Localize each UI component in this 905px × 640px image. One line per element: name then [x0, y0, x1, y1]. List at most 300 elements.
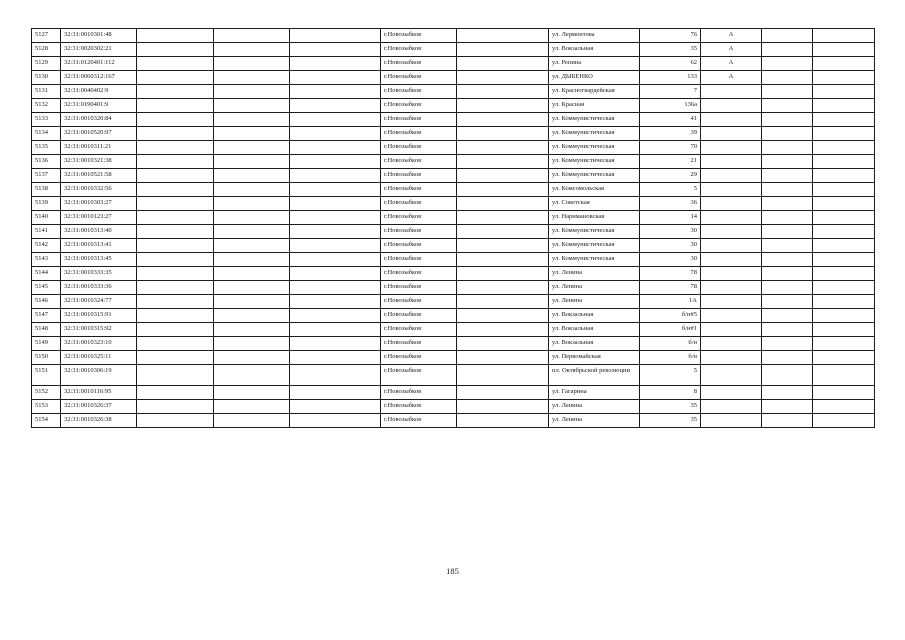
street-cell: ул. Ленина [549, 400, 640, 414]
empty-cell [813, 169, 875, 183]
cadastral-number-cell: 32:31:0010116:95 [61, 386, 137, 400]
table-row [32, 57, 875, 71]
empty-cell [457, 414, 549, 428]
row-number-cell: 5136 [32, 155, 61, 169]
empty-cell [813, 197, 875, 211]
empty-cell [290, 239, 381, 253]
street-cell: ул. Наримановская [549, 211, 640, 225]
empty-cell [762, 400, 813, 414]
cadastral-number-cell: 32:31:0010324:77 [61, 295, 137, 309]
street-cell: ул. Ленина [549, 295, 640, 309]
row-number-cell: 5127 [32, 29, 61, 43]
empty-cell [457, 169, 549, 183]
letter-cell [701, 281, 762, 295]
empty-cell [813, 309, 875, 323]
empty-cell [457, 225, 549, 239]
letter-cell [701, 155, 762, 169]
empty-cell [813, 155, 875, 169]
street-cell: ул. Советская [549, 197, 640, 211]
empty-cell [137, 400, 214, 414]
house-number-cell: 62 [640, 57, 701, 71]
empty-cell [137, 43, 214, 57]
street-cell: ул. Вокзальная [549, 309, 640, 323]
empty-cell [813, 281, 875, 295]
city-cell: г.Новозыбков [381, 281, 457, 295]
empty-cell [214, 295, 290, 309]
letter-cell [701, 169, 762, 183]
empty-cell [813, 183, 875, 197]
cadastral-number-cell: 32:31:0010313:40 [61, 225, 137, 239]
city-cell: г.Новозыбков [381, 386, 457, 400]
city-cell: г.Новозыбков [381, 267, 457, 281]
empty-cell [137, 253, 214, 267]
house-number-cell: б/н#5 [640, 309, 701, 323]
table-row [32, 211, 875, 225]
empty-cell [762, 351, 813, 365]
table-row [32, 295, 875, 309]
row-number-cell: 5132 [32, 99, 61, 113]
city-cell: г.Новозыбков [381, 113, 457, 127]
empty-cell [813, 386, 875, 400]
letter-cell [701, 141, 762, 155]
empty-cell [762, 225, 813, 239]
registry-table [31, 28, 875, 428]
empty-cell [813, 295, 875, 309]
empty-cell [290, 323, 381, 337]
letter-cell [701, 414, 762, 428]
city-cell: г.Новозыбков [381, 351, 457, 365]
table-row [32, 85, 875, 99]
empty-cell [214, 141, 290, 155]
house-number-cell: 35 [640, 400, 701, 414]
table-row [32, 43, 875, 57]
empty-cell [290, 113, 381, 127]
empty-cell [813, 267, 875, 281]
empty-cell [762, 127, 813, 141]
empty-cell [214, 400, 290, 414]
street-cell: ул. Первомайская [549, 351, 640, 365]
empty-cell [290, 253, 381, 267]
empty-cell [137, 414, 214, 428]
cadastral-number-cell: 32:31:0010521:58 [61, 169, 137, 183]
letter-cell [701, 99, 762, 113]
letter-cell [701, 323, 762, 337]
empty-cell [214, 127, 290, 141]
empty-cell [457, 323, 549, 337]
empty-cell [290, 309, 381, 323]
empty-cell [290, 141, 381, 155]
empty-cell [137, 141, 214, 155]
empty-cell [137, 29, 214, 43]
cadastral-number-cell: 32:31:0010301:48 [61, 29, 137, 43]
street-cell: ул. Гагарина [549, 386, 640, 400]
table-row [32, 253, 875, 267]
empty-cell [290, 351, 381, 365]
city-cell: г.Новозыбков [381, 43, 457, 57]
empty-cell [137, 323, 214, 337]
street-cell: ул. ДЫБЕНКО [549, 71, 640, 85]
letter-cell: А [701, 29, 762, 43]
table-row [32, 29, 875, 43]
table-row [32, 169, 875, 183]
empty-cell [137, 309, 214, 323]
table-row [32, 365, 875, 386]
empty-cell [214, 337, 290, 351]
city-cell: г.Новозыбков [381, 155, 457, 169]
cadastral-number-cell: 32:31:0010303:27 [61, 197, 137, 211]
cadastral-number-cell: 32:31:0010325:11 [61, 351, 137, 365]
empty-cell [137, 365, 214, 386]
city-cell: г.Новозыбков [381, 127, 457, 141]
table-row [32, 337, 875, 351]
empty-cell [813, 57, 875, 71]
house-number-cell: б/н [640, 351, 701, 365]
cadastral-number-cell: 32:31:0040402:9 [61, 85, 137, 99]
cadastral-number-cell: 32:31:0010326:38 [61, 414, 137, 428]
empty-cell [762, 253, 813, 267]
table-row [32, 99, 875, 113]
empty-cell [813, 71, 875, 85]
empty-cell [290, 127, 381, 141]
empty-cell [214, 113, 290, 127]
row-number-cell: 5151 [32, 365, 61, 386]
empty-cell [813, 400, 875, 414]
letter-cell [701, 267, 762, 281]
row-number-cell: 5154 [32, 414, 61, 428]
house-number-cell: 41 [640, 113, 701, 127]
letter-cell: А [701, 57, 762, 71]
letter-cell [701, 337, 762, 351]
empty-cell [813, 113, 875, 127]
empty-cell [457, 239, 549, 253]
street-cell: ул. Красная [549, 99, 640, 113]
table-row [32, 267, 875, 281]
empty-cell [762, 169, 813, 183]
empty-cell [137, 127, 214, 141]
house-number-cell: 70 [640, 141, 701, 155]
row-number-cell: 5150 [32, 351, 61, 365]
city-cell: г.Новозыбков [381, 99, 457, 113]
cadastral-number-cell: 32:31:0190401:9 [61, 99, 137, 113]
empty-cell [290, 99, 381, 113]
city-cell: г.Новозыбков [381, 253, 457, 267]
house-number-cell: 30 [640, 253, 701, 267]
row-number-cell: 5140 [32, 211, 61, 225]
house-number-cell: 78 [640, 281, 701, 295]
empty-cell [762, 281, 813, 295]
cadastral-number-cell: 32:31:0010333:35 [61, 267, 137, 281]
table-row [32, 155, 875, 169]
empty-cell [457, 281, 549, 295]
empty-cell [813, 43, 875, 57]
street-cell: ул. Коммунистическая [549, 239, 640, 253]
row-number-cell: 5152 [32, 386, 61, 400]
house-number-cell: б/н#1 [640, 323, 701, 337]
row-number-cell: 5139 [32, 197, 61, 211]
house-number-cell: 30 [640, 239, 701, 253]
letter-cell [701, 85, 762, 99]
empty-cell [762, 155, 813, 169]
empty-cell [457, 43, 549, 57]
house-number-cell: 136а [640, 99, 701, 113]
empty-cell [762, 99, 813, 113]
cadastral-number-cell: 32:31:0010311:21 [61, 141, 137, 155]
empty-cell [762, 295, 813, 309]
empty-cell [214, 309, 290, 323]
table-row [32, 351, 875, 365]
empty-cell [214, 225, 290, 239]
empty-cell [762, 414, 813, 428]
empty-cell [813, 323, 875, 337]
empty-cell [290, 71, 381, 85]
empty-cell [290, 29, 381, 43]
empty-cell [290, 414, 381, 428]
letter-cell: А [701, 43, 762, 57]
empty-cell [762, 183, 813, 197]
empty-cell [137, 197, 214, 211]
empty-cell [290, 43, 381, 57]
row-number-cell: 5137 [32, 169, 61, 183]
empty-cell [137, 169, 214, 183]
table-row [32, 239, 875, 253]
table-row [32, 113, 875, 127]
empty-cell [214, 155, 290, 169]
house-number-cell: 76 [640, 29, 701, 43]
empty-cell [762, 386, 813, 400]
empty-cell [457, 141, 549, 155]
empty-cell [457, 267, 549, 281]
empty-cell [290, 400, 381, 414]
empty-cell [137, 113, 214, 127]
cadastral-number-cell: 32:31:0010313:41 [61, 239, 137, 253]
empty-cell [214, 43, 290, 57]
empty-cell [762, 113, 813, 127]
empty-cell [762, 211, 813, 225]
empty-cell [214, 414, 290, 428]
house-number-cell: 1А [640, 295, 701, 309]
empty-cell [813, 211, 875, 225]
house-number-cell: 35 [640, 414, 701, 428]
empty-cell [290, 85, 381, 99]
empty-cell [137, 337, 214, 351]
empty-cell [290, 267, 381, 281]
house-number-cell: 39 [640, 127, 701, 141]
city-cell: г.Новозыбков [381, 309, 457, 323]
empty-cell [762, 43, 813, 57]
table-row [32, 197, 875, 211]
cadastral-number-cell: 32:31:0010321:38 [61, 155, 137, 169]
empty-cell [137, 183, 214, 197]
empty-cell [214, 57, 290, 71]
empty-cell [457, 386, 549, 400]
city-cell: г.Новозыбков [381, 225, 457, 239]
cadastral-number-cell: 32:31:0010520:97 [61, 127, 137, 141]
letter-cell [701, 253, 762, 267]
empty-cell [290, 183, 381, 197]
letter-cell: А [701, 71, 762, 85]
letter-cell [701, 113, 762, 127]
cadastral-number-cell: 32:31:0010323:10 [61, 337, 137, 351]
row-number-cell: 5134 [32, 127, 61, 141]
row-number-cell: 5145 [32, 281, 61, 295]
empty-cell [457, 337, 549, 351]
city-cell: г.Новозыбков [381, 183, 457, 197]
city-cell: г.Новозыбков [381, 295, 457, 309]
empty-cell [290, 155, 381, 169]
empty-cell [137, 99, 214, 113]
empty-cell [290, 57, 381, 71]
empty-cell [290, 295, 381, 309]
empty-cell [457, 127, 549, 141]
house-number-cell: 14 [640, 211, 701, 225]
street-cell: ул. Ленина [549, 267, 640, 281]
letter-cell [701, 351, 762, 365]
table-row [32, 386, 875, 400]
empty-cell [290, 225, 381, 239]
empty-cell [457, 197, 549, 211]
table-row [32, 400, 875, 414]
row-number-cell: 5148 [32, 323, 61, 337]
letter-cell [701, 365, 762, 386]
row-number-cell: 5147 [32, 309, 61, 323]
street-cell: ул. Красногвардейская [549, 85, 640, 99]
empty-cell [137, 281, 214, 295]
empty-cell [457, 365, 549, 386]
empty-cell [214, 267, 290, 281]
row-number-cell: 5128 [32, 43, 61, 57]
empty-cell [813, 253, 875, 267]
empty-cell [214, 169, 290, 183]
city-cell: г.Новозыбков [381, 337, 457, 351]
empty-cell [813, 414, 875, 428]
row-number-cell: 5138 [32, 183, 61, 197]
row-number-cell: 5141 [32, 225, 61, 239]
letter-cell [701, 295, 762, 309]
cadastral-number-cell: 32:31:0020302:21 [61, 43, 137, 57]
letter-cell [701, 309, 762, 323]
empty-cell [214, 365, 290, 386]
row-number-cell: 5135 [32, 141, 61, 155]
street-cell: ул. Репина [549, 57, 640, 71]
empty-cell [813, 239, 875, 253]
street-cell: ул. Ленина [549, 281, 640, 295]
city-cell: г.Новозыбков [381, 414, 457, 428]
city-cell: г.Новозыбков [381, 85, 457, 99]
city-cell: г.Новозыбков [381, 169, 457, 183]
cadastral-number-cell: 32:31:0010320:84 [61, 113, 137, 127]
empty-cell [457, 113, 549, 127]
house-number-cell: 30 [640, 225, 701, 239]
empty-cell [762, 267, 813, 281]
row-number-cell: 5143 [32, 253, 61, 267]
house-number-cell: 78 [640, 267, 701, 281]
empty-cell [813, 29, 875, 43]
street-cell: ул. Вокзальная [549, 337, 640, 351]
empty-cell [762, 57, 813, 71]
house-number-cell: 133 [640, 71, 701, 85]
city-cell: г.Новозыбков [381, 365, 457, 386]
empty-cell [137, 239, 214, 253]
empty-cell [762, 323, 813, 337]
empty-cell [762, 71, 813, 85]
street-cell: ул. Коммунистическая [549, 225, 640, 239]
city-cell: г.Новозыбков [381, 71, 457, 85]
letter-cell [701, 197, 762, 211]
street-cell: ул. Вокзальная [549, 43, 640, 57]
letter-cell [701, 239, 762, 253]
empty-cell [214, 281, 290, 295]
table-row [32, 183, 875, 197]
row-number-cell: 5142 [32, 239, 61, 253]
empty-cell [290, 337, 381, 351]
empty-cell [813, 127, 875, 141]
empty-cell [137, 57, 214, 71]
house-number-cell: 5 [640, 365, 701, 386]
table-row [32, 323, 875, 337]
empty-cell [214, 85, 290, 99]
empty-cell [214, 197, 290, 211]
letter-cell [701, 183, 762, 197]
empty-cell [290, 386, 381, 400]
empty-cell [762, 29, 813, 43]
empty-cell [214, 323, 290, 337]
house-number-cell: 7 [640, 85, 701, 99]
street-cell: ул. Вокзальная [549, 323, 640, 337]
empty-cell [137, 211, 214, 225]
empty-cell [813, 365, 875, 386]
empty-cell [137, 351, 214, 365]
cadastral-number-cell: 32:31:0060312:167 [61, 71, 137, 85]
cadastral-number-cell: 32:31:0010315:91 [61, 309, 137, 323]
street-cell: ул. Ленина [549, 414, 640, 428]
cadastral-number-cell: 32:31:0010123:27 [61, 211, 137, 225]
empty-cell [214, 99, 290, 113]
empty-cell [813, 141, 875, 155]
empty-cell [762, 85, 813, 99]
empty-cell [290, 211, 381, 225]
house-number-cell: б/н [640, 337, 701, 351]
empty-cell [290, 365, 381, 386]
house-number-cell: 29 [640, 169, 701, 183]
empty-cell [457, 253, 549, 267]
row-number-cell: 5149 [32, 337, 61, 351]
street-cell: ул. Коммунистическая [549, 155, 640, 169]
empty-cell [214, 183, 290, 197]
empty-cell [137, 71, 214, 85]
street-cell: пл. Октябрьской революции [549, 365, 640, 386]
empty-cell [457, 351, 549, 365]
empty-cell [214, 351, 290, 365]
row-number-cell: 5129 [32, 57, 61, 71]
cadastral-number-cell: 32:31:0010326:37 [61, 400, 137, 414]
table-row [32, 71, 875, 85]
empty-cell [762, 309, 813, 323]
row-number-cell: 5130 [32, 71, 61, 85]
page-number: 185 [446, 566, 459, 576]
empty-cell [457, 29, 549, 43]
empty-cell [457, 71, 549, 85]
empty-cell [457, 309, 549, 323]
empty-cell [214, 239, 290, 253]
letter-cell [701, 225, 762, 239]
table-row [32, 281, 875, 295]
empty-cell [137, 85, 214, 99]
street-cell: ул. Комсомольская [549, 183, 640, 197]
empty-cell [290, 169, 381, 183]
house-number-cell: 36 [640, 197, 701, 211]
empty-cell [137, 386, 214, 400]
empty-cell [137, 155, 214, 169]
